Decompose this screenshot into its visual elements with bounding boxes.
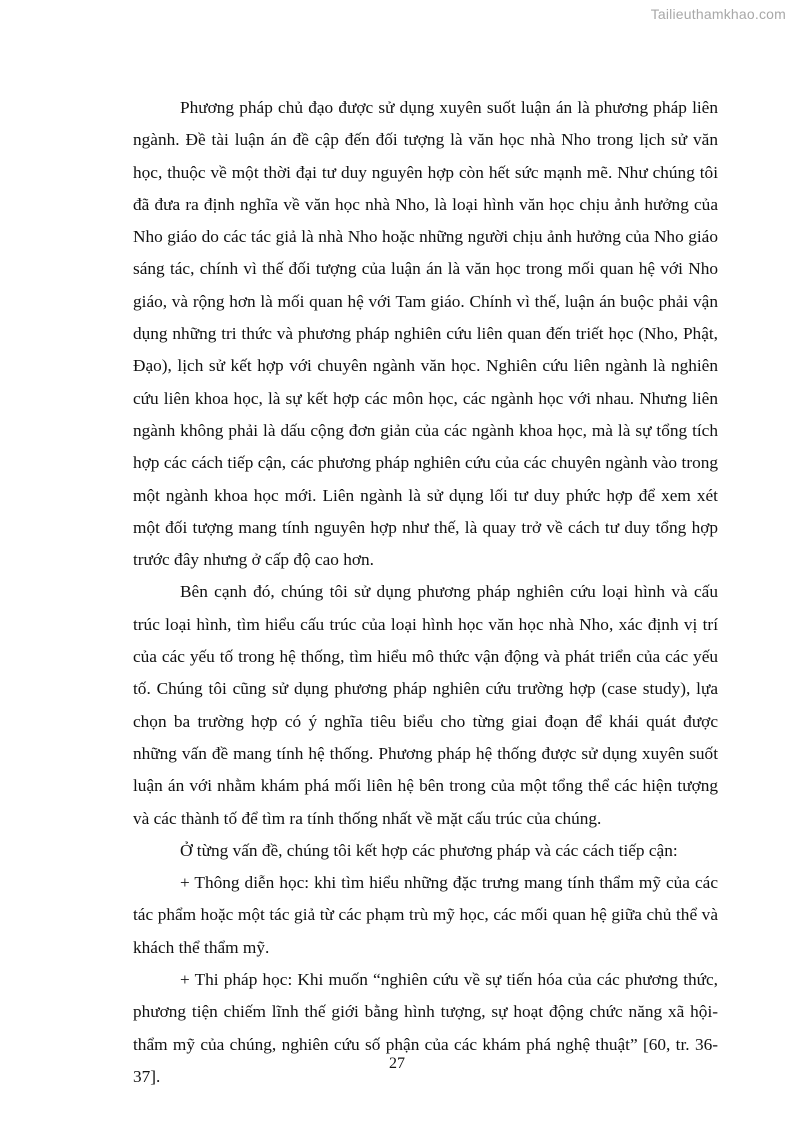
watermark: Tailieuthamkhao.com xyxy=(650,6,786,22)
paragraph-approaches-intro: Ở từng vấn đề, chúng tôi kết hợp các phương pháp và các cách tiếp cận: xyxy=(180,840,678,860)
paragraph-interdisciplinary-method: Phương pháp chủ đạo được sử dụng xuyên suốt luận án là phương pháp liên ngành. Đề tài luận án đề cập đến đối tượng là văn học nhà Nho trong lịch sử văn học, thuộc về một thời đại tư duy nguyên hợp còn hết sức mạnh mẽ. Như chúng tôi đã đưa ra định nghĩa về văn học nhà Nho, là loại hình văn học chịu ảnh hưởng của Nho giáo do các tác giả là nhà Nho hoặc những người chịu ảnh hưởng của Nho giáo sáng tác, chính vì thế đối tượng của luận án là văn học trong mối quan hệ với Nho giáo, và rộng hơn là mối quan hệ với Tam giáo. Chính vì thế, luận án buộc phải vận dụng những tri thức và phương pháp nghiên cứu liên quan đến triết học (Nho, Phật, Đạo), lịch sử kết hợp với chuyên ngành văn học. Nghiên cứu liên ngành là nghiên cứu liên khoa học, là sự kết hợp các môn học, các ngành học với nhau. Nhưng liên ngành không phải là dấu cộng đơn giản của các ngành khoa học, mà là sự tổng tích hợp các cách tiếp cận, các phương pháp nghiên cứu của các chuyên ngành vào trong một ngành khoa học mới. Liên ngành là sử dụng lối tư duy phức hợp để xem xét một đối tượng mang tính nguyên hợp như thế, là quay trở về cách tư duy tổng hợp trước đây nhưng ở cấp độ cao hơn. xyxy=(133,98,718,570)
page-body xyxy=(133,92,718,1093)
page-number: 27 xyxy=(389,1055,405,1072)
paragraph-poetics: + Thi pháp học: Khi muốn “nghiên cứu về sự tiến hóa của các phương thức, phương tiện chiếm lĩnh thế giới bằng hình tượng, sự hoạt động chức năng xã hội-thẩm mỹ của chúng, nghiên cứu số phận của các khám phá nghệ thuật” [60, tr. 36-37]. xyxy=(133,970,718,1086)
paragraph-typology-method: Bên cạnh đó, chúng tôi sử dụng phương pháp nghiên cứu loại hình và cấu trúc loại hình, tìm hiểu cấu trúc của loại hình học văn học nhà Nho, xác định vị trí của các yếu tố trong hệ thống, tìm hiểu mô thức vận động và phát triển của các yếu tố. Chúng tôi cũng sử dụng phương pháp nghiên cứu trường hợp (case study), lựa chọn ba trường hợp có ý nghĩa tiêu biểu cho từng giai đoạn để khái quát được những vấn đề mang tính hệ thống. Phương pháp hệ thống được sử dụng xuyên suốt luận án với nhằm khám phá mối liên hệ bên trong của một tổng thể các hiện tượng và các thành tố để tìm ra tính thống nhất về mặt cấu trúc của chúng. xyxy=(133,582,718,828)
paragraph-hermeneutics: + Thông diễn học: khi tìm hiểu những đặc trưng mang tính thẩm mỹ của các tác phẩm hoặc một tác giả từ các phạm trù mỹ học, các mối quan hệ giữa chủ thể và khách thể thẩm mỹ. xyxy=(133,873,718,957)
